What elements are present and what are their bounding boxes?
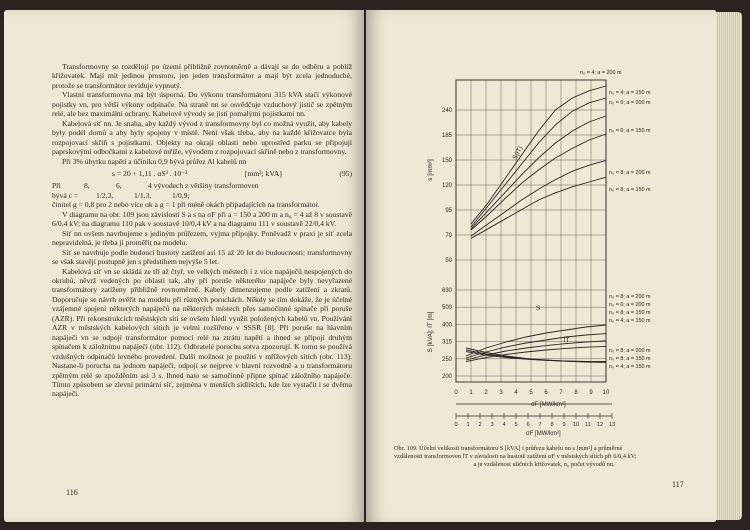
curve-label: n₀ = 8; a = 200 m bbox=[609, 170, 651, 176]
curve-label: n₀ = 8; a = 150 m bbox=[609, 356, 651, 362]
x-tick-label: 6 bbox=[526, 422, 530, 428]
series-line bbox=[471, 134, 606, 230]
y-tick-label: 50 bbox=[445, 258, 452, 264]
curve-label: n₀ = 8; a = 150 m bbox=[609, 187, 651, 193]
x-tick-label: 4 bbox=[514, 390, 518, 396]
curve-label: n₀ = 6; a = 200 m bbox=[609, 100, 651, 106]
y-tick-label: 315 bbox=[441, 339, 452, 346]
y-tick-label: 250 bbox=[441, 356, 452, 363]
x-tick-label: 10 bbox=[572, 422, 580, 428]
curve-label: n₀ = 4; a = 150 m bbox=[609, 318, 651, 324]
equation-units: [mm²; kVA] bbox=[244, 168, 282, 178]
x-tick-label: 12 bbox=[596, 422, 604, 428]
y-tick-label: 240 bbox=[441, 108, 452, 114]
paragraph: Síť se navrhuje podle budoucí hustoty zatížení asi 15 až 20 let do budoucnosti; transformovny se však stavějí postupně jen s předstihem nejvýše 5 let. bbox=[52, 247, 352, 267]
y-tick-label: 185 bbox=[441, 133, 452, 139]
x-tick-label: 0 bbox=[454, 422, 458, 428]
chart bbox=[366, 10, 716, 440]
x-tick-label: 5 bbox=[514, 422, 518, 428]
paragraph: činitel g = 0,8 pro 2 nebo více ok a g = 1 při méně okách připadajících na transformátor. bbox=[52, 200, 320, 210]
x-tick-label: 1 bbox=[469, 390, 473, 396]
y-tick-label: 630 bbox=[441, 288, 452, 294]
x-tick-label: 5 bbox=[529, 390, 533, 396]
right-page bbox=[366, 10, 716, 522]
x-tick-label: 7 bbox=[559, 390, 563, 396]
paragraph: V diagramu na obr. 109 jsou závislosti S a s na σF při a = 150 a 200 m a n₀ = 4 až 8 v soustavě 6/0,4 kV; na diagramu 110 pak v soustavě 10/0,4 kV a na diagramu 111 v soustavě 22/0,4 kV. bbox=[52, 209, 352, 229]
x-tick-label: 13 bbox=[608, 422, 616, 428]
y-tick-label: 70 bbox=[445, 233, 452, 239]
c-value: 1/2,3, bbox=[96, 190, 114, 200]
curve-label: lT bbox=[564, 337, 570, 344]
curve-label: n₀ = 8; a = 200 m bbox=[609, 294, 651, 300]
page-number-right: 117 bbox=[672, 480, 684, 489]
figure-caption bbox=[394, 445, 694, 470]
x-tick-label: 8 bbox=[550, 422, 554, 428]
x-tick-label: 9 bbox=[562, 422, 566, 428]
count-value: 6, bbox=[116, 181, 122, 191]
count-label: Při bbox=[52, 181, 61, 191]
c-row bbox=[52, 191, 352, 200]
y-tick-label: 150 bbox=[441, 158, 452, 164]
x-tick-label: 11 bbox=[585, 422, 591, 428]
y-axis-label-top: s [mm²] bbox=[427, 159, 434, 181]
equation-text: s = 20 + 1,11 . αS³ . 10⁻³ bbox=[112, 168, 188, 178]
curve-label: S bbox=[536, 305, 541, 312]
curve-label: n₀ = 6; a = 150 m bbox=[609, 128, 651, 134]
curve-label: n₀ = 4; a = 200 m bbox=[580, 70, 622, 76]
count-value: 8, bbox=[84, 181, 90, 191]
x-tick-label: 3 bbox=[499, 390, 503, 396]
y-axis-label-bottom: S [kVA]; lT [m] bbox=[427, 311, 434, 353]
x-tick-label: 10 bbox=[602, 390, 610, 396]
caption-line: vzdálenosti transformoven lT v závislosti na hustotě zatížení σF v městských sítích při 6/0,4 kV; bbox=[394, 453, 637, 461]
paragraph: Kabelová síť nn. Je snaha, aby každý vývod z transformovny byl co možná využit, aby kabely byly podél domů a aby byly spojeny v místě. Není však třeba, aby na každé křižovatce byla rozpojovací skříň s pojistkami. Objekty na okraji oblasti nebo uprostřed parku se připojují paprskovými odbočkami z kabelové mříže, vývodem z rozpojovací skříně nebo z transformovny. bbox=[52, 118, 352, 157]
x-tick-label: 8 bbox=[574, 390, 578, 396]
paragraph: Při 3% úbytku napětí a účiníku 0,9 bývá průřez Al kabelů nn bbox=[62, 156, 247, 166]
equation-number: (95) bbox=[339, 168, 352, 178]
paragraph: Kabelová síť vn se skládá ze tří až čtyř, ve velkých městech i z více napáječů nespojených do okruhů, něvrž vedených po oblasti tak, aby při poruše některého napáječe byly nevyřazené transformátory zatíženy přibližně rovnoměrně. Kabely dimenzujeme podle zatížení a zkratů. Doporučuje se návrh ověřit na modelu při různých poruchách. Někdy se tím dokáže, že je účelné vzájemné spojení některých napáječů na některých místech přes samočinné spínače při poruše (AZR). Při rekonstrukcích městských sítí se ovšem hledí využít položených kabelů vn. Používání AZR v městských kabelových sítích je velmi rozšířeno v SSSR [8]. Při poruše na hlavním napáječi vn se odpojí transformátor pomocí relé na ztrátu napětí a ihned se připojí druhým spínačem k záložnímu napáječi (obr. 112). Odbratelé poruchu sotva zpozorují. K tomu se používá vzdušných odpínačů levného provedení. Další možnost je použití v mřížových sítích (obr. 113). Nastane-li porucha na jednom napáječi, odpojí se nejprve v hlavní rozvodně a u transformátoru zpětným relé se zpožděním asi 3 s. Ihned nato se samočinně připne spínač záložního napáječe. Tímto způsobem se zlevní primární síť, zejména v menších sídlištích, kde lze vystačit i se dvěma napáječi. bbox=[52, 266, 352, 399]
left-page-text bbox=[52, 62, 352, 399]
curve-label: n₀ = 4; a = 150 m bbox=[609, 364, 651, 370]
paragraph: Vlastní transformovna má být úsporná. Do výkonu transformátoru 315 kVA stačí výkonové pojistky vn, pro větší výkony odpínače. Na straně nn se osvědčuje vzduchový jistič se zpětným relé, ale bez maximální ochrany. Kabelové vývody se jistí pomalými pojistkami nn. bbox=[52, 90, 352, 119]
y-tick-label: 120 bbox=[441, 183, 452, 189]
y-tick-label: 400 bbox=[441, 322, 452, 329]
curve-label: n₀ = 8; a = 150 m bbox=[609, 310, 651, 316]
paragraph: Transformovny se rozdělují po území přibližně rovnoměrně a dávají se do odběru a poblíž křižovatek. Mají mít jedinou prostoru, jen jeden transformátor a mají být zcela jednoduché, protože se transformátor reviduje vypnutý. bbox=[52, 62, 352, 90]
y-tick-label: 500 bbox=[441, 305, 452, 312]
c-value: 1/0,9; bbox=[172, 190, 190, 200]
caption-line: a je vzdálenost uličních křižovatek, n₀ počet vývodů nn. bbox=[473, 461, 615, 469]
left-page bbox=[4, 10, 364, 522]
x-tick-label: 6 bbox=[544, 390, 548, 396]
x-tick-label: 2 bbox=[484, 390, 488, 396]
y-tick-label: 200 bbox=[441, 374, 452, 380]
page-number-left: 116 bbox=[66, 488, 78, 497]
count-row bbox=[52, 181, 352, 190]
x-tick-label: 7 bbox=[538, 422, 542, 428]
c-value: 1/1,3, bbox=[134, 190, 152, 200]
page-edges bbox=[716, 12, 742, 520]
x-tick-label: 9 bbox=[589, 390, 593, 396]
open-book bbox=[4, 6, 744, 526]
x-axis-label: σF [MW/km²] bbox=[526, 431, 561, 437]
curve-label: n₀ = 4; a = 150 m bbox=[609, 90, 651, 96]
x-tick-label: 4 bbox=[502, 422, 506, 428]
curve-label: S(lT) bbox=[511, 145, 525, 161]
count-value: 4 vývodech z většiny transformoven bbox=[148, 181, 259, 191]
c-label: bývá c = bbox=[52, 190, 79, 200]
paragraph: Síť nn ovšem navrhujeme s jediným průřezem, vyjma přípojky. Poněvadž v praxi je síť zcela nepravidelná, je třeba ji proměřit na modelu. bbox=[52, 228, 352, 248]
x-tick-label: 3 bbox=[490, 422, 494, 428]
equation bbox=[52, 169, 352, 178]
x-tick-label: 0 bbox=[454, 390, 458, 396]
series-line bbox=[471, 86, 606, 224]
curve-label: n₀ = 8; a = 200 m bbox=[609, 348, 651, 354]
x-tick-label: 2 bbox=[478, 422, 482, 428]
x-tick-label: 1 bbox=[466, 422, 470, 428]
caption-line: Obr. 109. Účelní velikosti transformátoru S [kVA] i průřezu kabelu nn s [mm²] a průměrné bbox=[394, 445, 623, 452]
curve-label: n₀ = 6; a = 200 m bbox=[609, 302, 651, 308]
x-axis-label: σF [MW/km²] bbox=[531, 402, 566, 408]
y-tick-label: 95 bbox=[445, 208, 452, 214]
series-line bbox=[466, 352, 606, 362]
